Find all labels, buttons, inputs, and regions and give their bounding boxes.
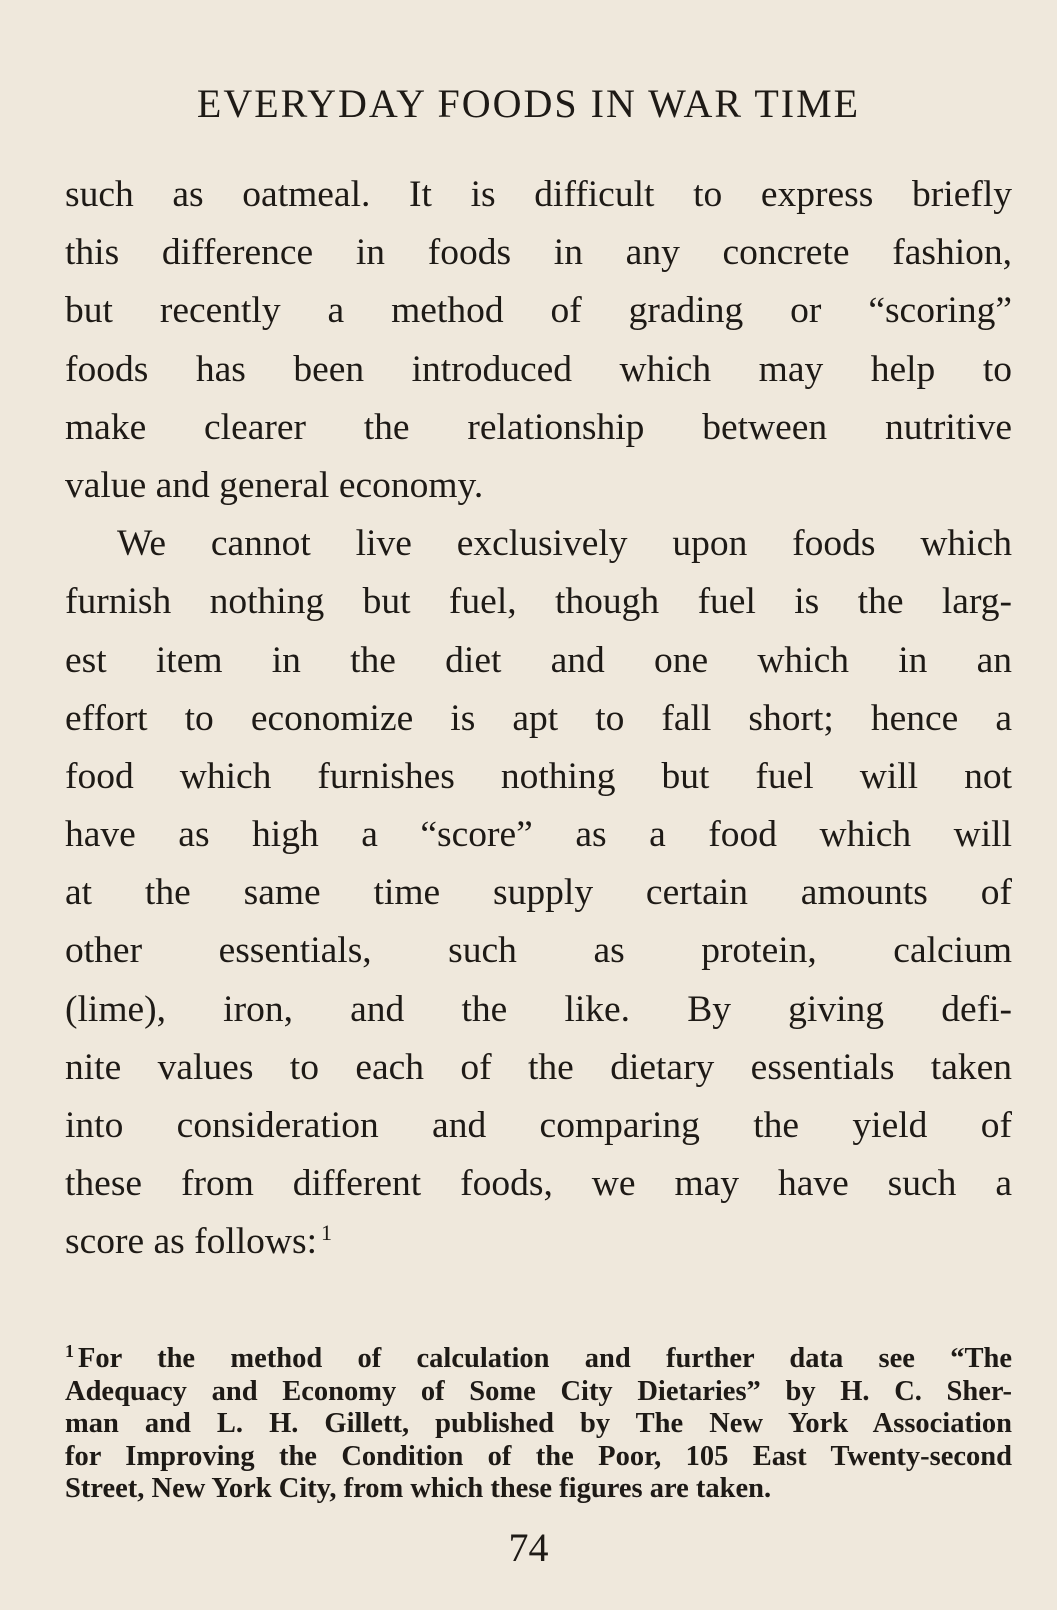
body-text	[65, 166, 1012, 1272]
text-line: at the same time supply certain amounts of	[65, 872, 1012, 914]
text-line: these from different foods, we may have such a	[65, 1163, 1012, 1205]
text-line: furnish nothing but fuel, though fuel is the larg-	[65, 581, 1012, 623]
text-line: have as high a “score” as a food which will	[65, 814, 1012, 856]
text-line: but recently a method of grading or “scoring”	[65, 290, 1012, 332]
text-line: (lime), iron, and the like. By giving defi-	[65, 988, 1012, 1030]
text-line: est item in the diet and one which in an	[65, 639, 1012, 681]
text-line: food which furnishes nothing but fuel will not	[65, 755, 1012, 797]
page-number: 74	[508, 1525, 549, 1570]
text-line: other essentials, such as protein, calcium	[65, 930, 1012, 972]
footnote-line-text: For the method of calculation and further data see “The	[78, 1343, 1012, 1374]
text-line-final	[65, 1213, 1012, 1271]
footnote-reference: 1	[321, 1219, 333, 1245]
text-line: make clearer the relationship between nutritive	[65, 406, 1012, 448]
text-line: We cannot live exclusively upon foods which	[117, 523, 1012, 565]
text-line: this difference in foods in any concrete fashion,	[65, 232, 1012, 274]
footnote	[65, 1340, 1012, 1506]
footnote-line: for Improving the Condition of the Poor, 105 East Twenty-second	[65, 1440, 1012, 1472]
text-line-final-text: score as follows:	[65, 1221, 318, 1263]
text-line: such as oatmeal. It is difficult to express briefly	[65, 174, 1012, 215]
footnote-line: Street, New York City, from which these figures are taken.	[65, 1473, 772, 1504]
text-line: effort to economize is apt to fall short; hence a	[65, 697, 1012, 739]
text-line: nite values to each of the dietary essentials taken	[65, 1046, 1012, 1088]
footnote-line-first	[65, 1340, 1012, 1376]
footnote-line: Adequacy and Economy of Some City Dietaries” by H. C. Sher-	[65, 1375, 1012, 1407]
footnote-line: man and L. H. Gillett, published by The New York Association	[65, 1408, 1012, 1439]
text-line: foods has been introduced which may help to	[65, 348, 1012, 390]
running-head: EVERYDAY FOODS IN WAR TIME	[196, 81, 861, 126]
footnote-mark: 1	[65, 1340, 74, 1361]
text-line: value and general economy.	[65, 464, 484, 506]
text-line: into consideration and comparing the yield of	[65, 1105, 1012, 1146]
